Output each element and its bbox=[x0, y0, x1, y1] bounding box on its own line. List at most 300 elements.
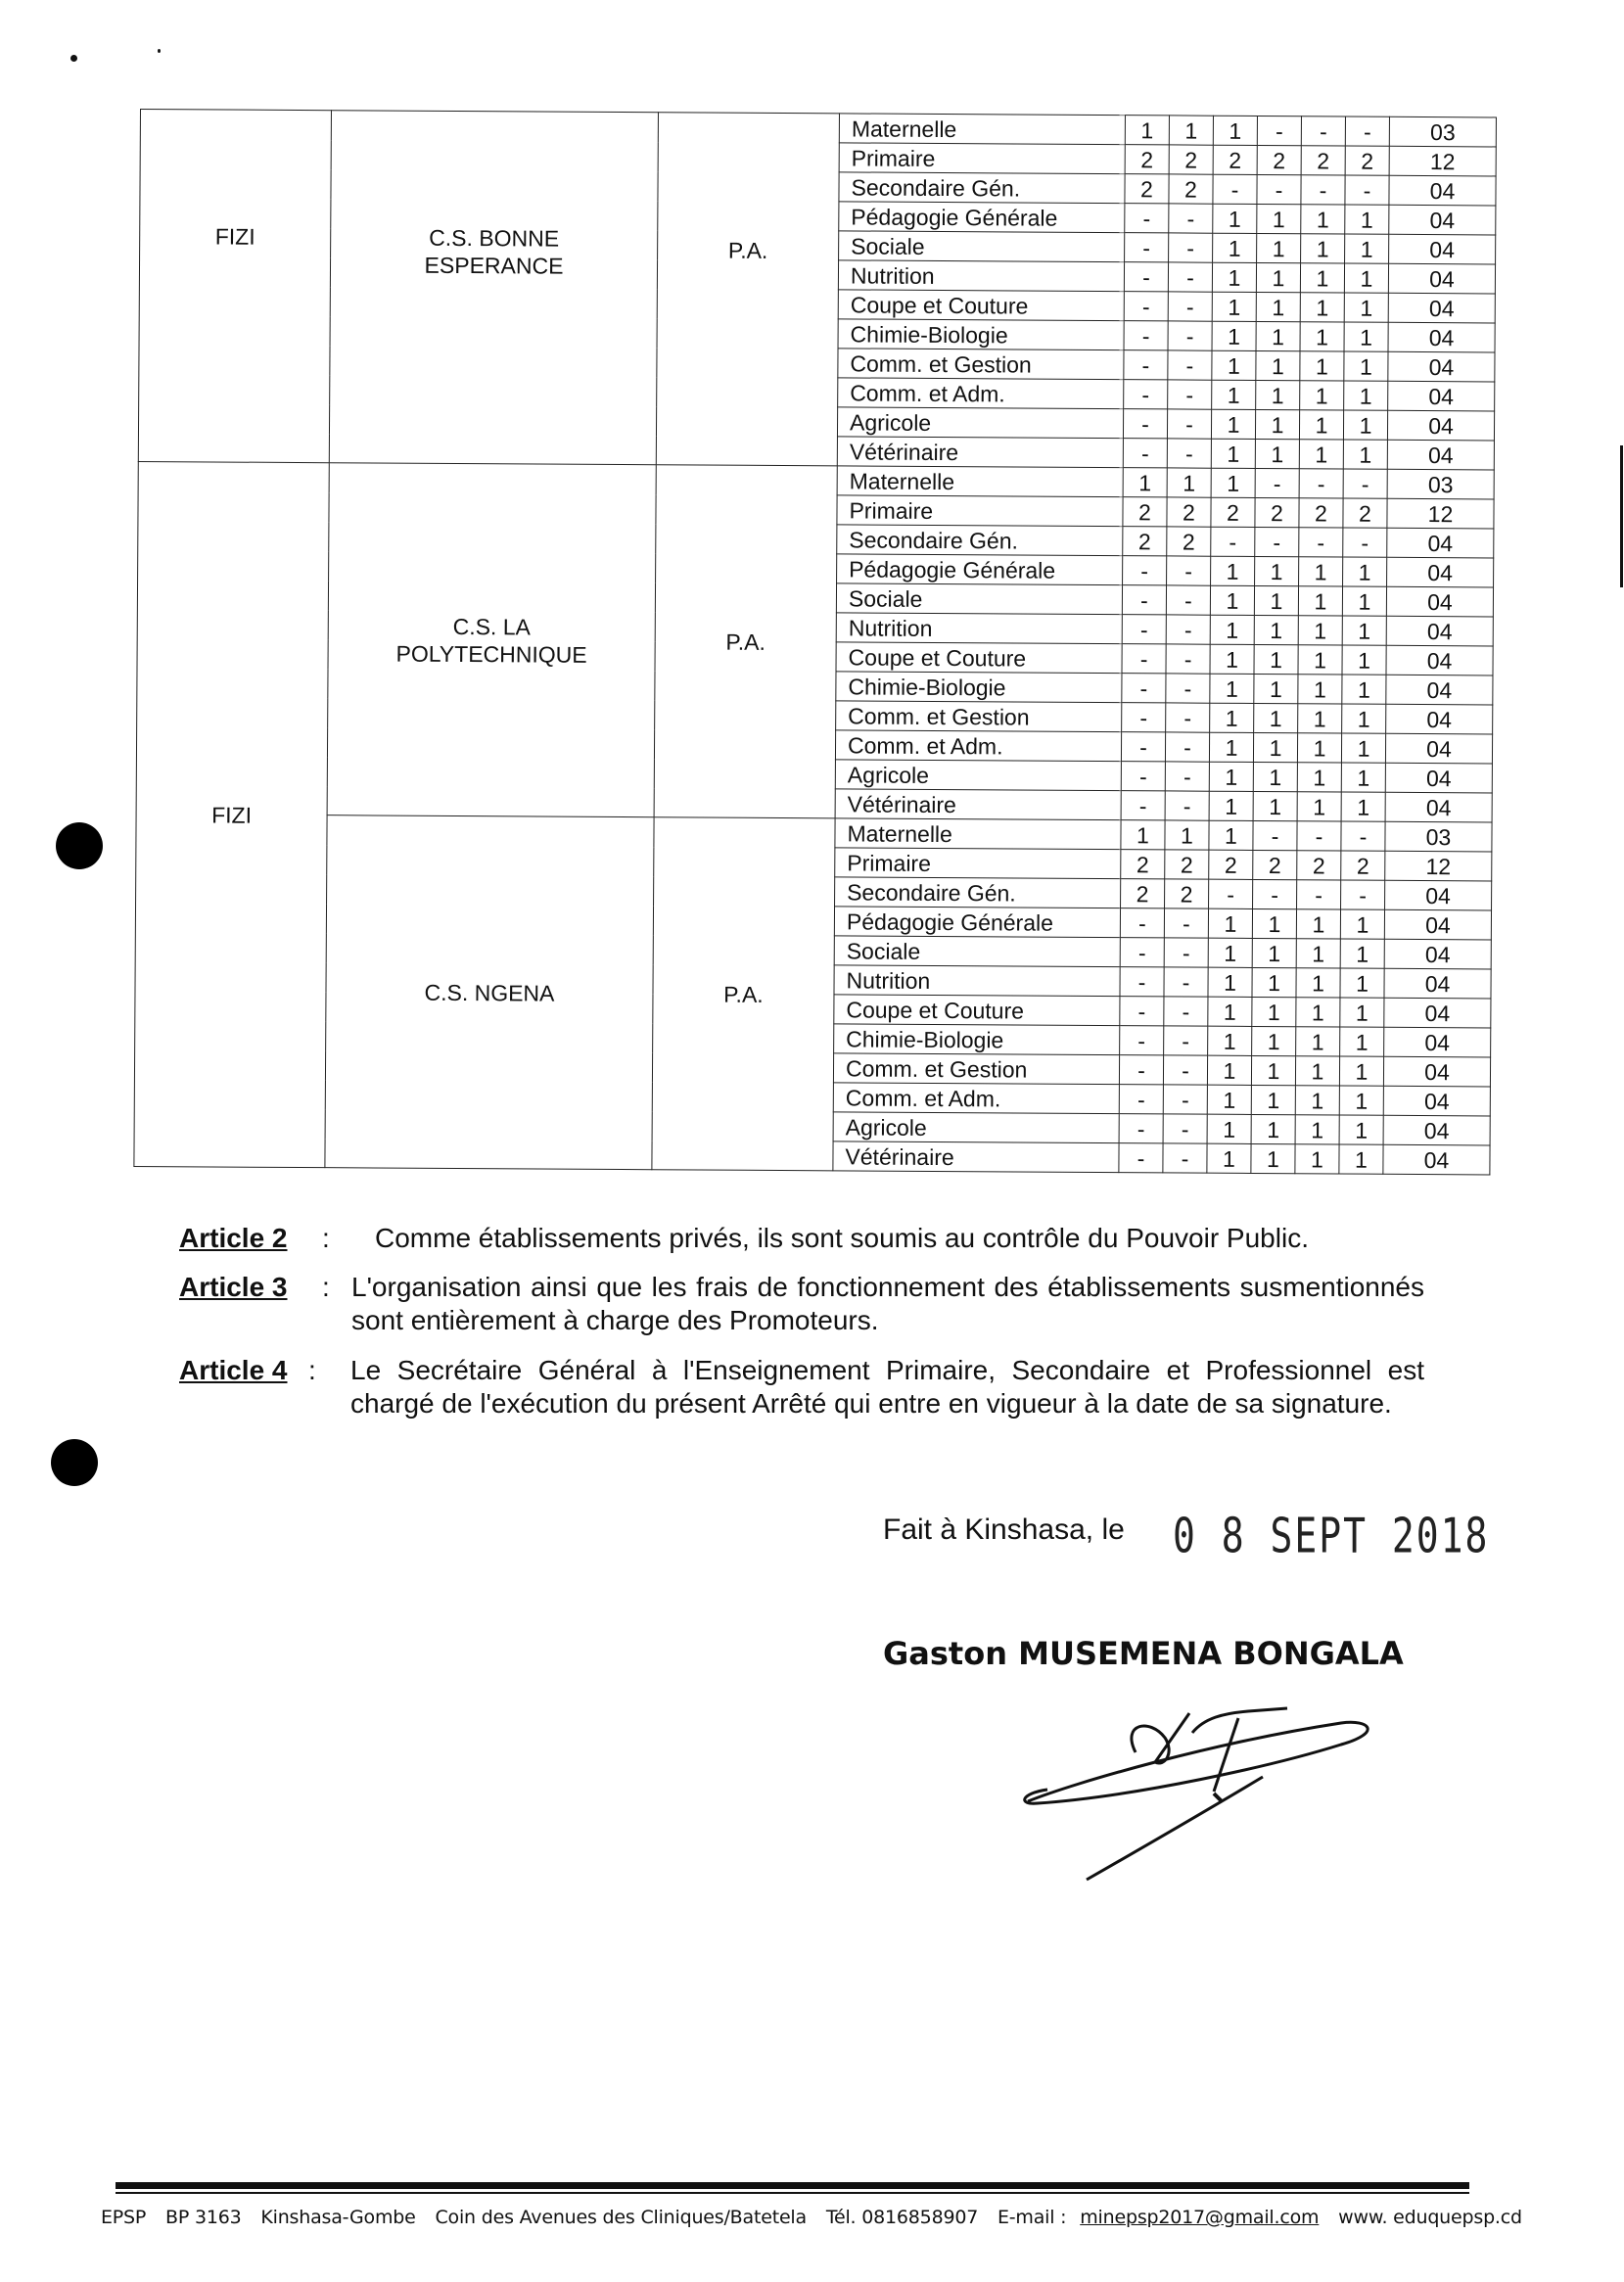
class-count-cell: 1 bbox=[1342, 645, 1386, 675]
class-count-cell: - bbox=[1163, 1114, 1207, 1143]
class-count-cell: 2 bbox=[1165, 879, 1209, 908]
class-count-cell: 2 bbox=[1297, 851, 1341, 880]
section-name-cell: Primaire bbox=[839, 143, 1125, 174]
class-count-cell: - bbox=[1165, 732, 1209, 762]
section-name-cell: Secondaire Gén. bbox=[837, 525, 1123, 556]
section-name-cell: Maternelle bbox=[839, 114, 1125, 145]
class-count-cell: 2 bbox=[1301, 146, 1345, 175]
class-count-cell: - bbox=[1120, 908, 1164, 938]
class-count-cell: 1 bbox=[1207, 1114, 1251, 1143]
class-count-cell: 2 bbox=[1211, 497, 1255, 527]
class-count-cell: - bbox=[1123, 409, 1167, 439]
article-text: Le Secrétaire Général à l'Enseignement Primaire, Secondaire et Professionnel est chargé de l'exécution du présent Arrêté qui entre en vigueur à la date de sa signature. bbox=[350, 1355, 1424, 1419]
class-count-cell: - bbox=[1122, 585, 1166, 615]
class-count-cell: 1 bbox=[1207, 1085, 1251, 1114]
class-count-cell: 1 bbox=[1296, 1027, 1340, 1056]
class-count-cell: - bbox=[1122, 674, 1166, 703]
class-count-cell: 1 bbox=[1340, 939, 1384, 968]
total-cell: 04 bbox=[1388, 381, 1495, 411]
total-cell: 04 bbox=[1384, 968, 1491, 999]
class-count-cell: 1 bbox=[1210, 644, 1254, 674]
class-count-cell: - bbox=[1163, 1085, 1207, 1114]
class-count-cell: 1 bbox=[1340, 909, 1384, 939]
school-name-cell bbox=[327, 463, 656, 817]
section-name-cell: Comm. et Gestion bbox=[836, 701, 1122, 732]
footer-tel: Tél. 0816858907 bbox=[825, 2207, 979, 2228]
class-count-cell: - bbox=[1168, 380, 1212, 409]
class-count-cell: 1 bbox=[1298, 645, 1342, 675]
class-count-cell: - bbox=[1166, 674, 1210, 703]
table-row bbox=[140, 110, 1496, 147]
class-count-cell: 1 bbox=[1212, 321, 1256, 350]
punch-hole bbox=[56, 822, 103, 869]
class-count-cell: - bbox=[1123, 556, 1167, 585]
handwritten-signature bbox=[1018, 1684, 1390, 1889]
class-count-cell: 1 bbox=[1253, 791, 1297, 820]
school-name-cell bbox=[325, 815, 654, 1170]
class-count-cell: 1 bbox=[1256, 262, 1300, 292]
class-count-cell: 1 bbox=[1212, 292, 1256, 321]
class-count-cell: 1 bbox=[1344, 381, 1388, 410]
class-count-cell: - bbox=[1124, 380, 1168, 409]
total-cell: 04 bbox=[1388, 351, 1495, 382]
class-count-cell: 1 bbox=[1208, 997, 1252, 1026]
class-count-cell: 1 bbox=[1340, 1027, 1384, 1056]
class-count-cell: 1 bbox=[1254, 585, 1298, 615]
total-cell: 04 bbox=[1384, 909, 1491, 940]
article-text: L'organisation ainsi que les frais de fonctionnement des établissements susmentionnés sont entièrement à charge des Promoteurs. bbox=[351, 1272, 1424, 1335]
class-count-cell: - bbox=[1119, 1114, 1163, 1143]
class-count-cell: - bbox=[1255, 468, 1299, 497]
class-count-cell: - bbox=[1166, 703, 1210, 732]
class-count-cell: 2 bbox=[1121, 850, 1165, 879]
class-count-cell: 1 bbox=[1211, 556, 1255, 585]
class-count-cell: 1 bbox=[1255, 409, 1299, 439]
class-count-cell: 1 bbox=[1209, 791, 1253, 820]
total-cell: 04 bbox=[1389, 205, 1496, 235]
schools-table-body bbox=[134, 110, 1497, 1175]
school-status-cell bbox=[654, 465, 837, 818]
footer-email-label: E-mail : bbox=[997, 2207, 1067, 2228]
class-count-cell: - bbox=[1301, 175, 1345, 205]
class-count-cell: - bbox=[1122, 615, 1166, 644]
class-count-cell: - bbox=[1119, 1085, 1163, 1114]
total-cell: 03 bbox=[1389, 116, 1496, 147]
date-stamp: 0 8 SEPT 2018 bbox=[1173, 1508, 1490, 1564]
section-name-cell: Nutrition bbox=[836, 613, 1122, 644]
total-cell: 04 bbox=[1383, 1056, 1490, 1087]
class-count-cell: 1 bbox=[1255, 439, 1299, 468]
class-count-cell: 1 bbox=[1251, 1114, 1295, 1143]
class-count-cell: 1 bbox=[1213, 233, 1257, 262]
total-cell: 04 bbox=[1385, 880, 1492, 910]
class-count-cell: 1 bbox=[1341, 763, 1385, 792]
class-count-cell: 1 bbox=[1300, 351, 1344, 381]
class-count-cell: 1 bbox=[1297, 733, 1341, 763]
total-cell: 04 bbox=[1385, 733, 1492, 764]
class-count-cell: - bbox=[1121, 791, 1165, 820]
class-count-cell: - bbox=[1257, 174, 1301, 204]
class-count-cell: 1 bbox=[1345, 234, 1389, 263]
class-count-cell: 1 bbox=[1344, 293, 1388, 322]
signer-name: Gaston MUSEMENA BONGALA bbox=[883, 1635, 1404, 1672]
section-name-cell: Agricole bbox=[833, 1112, 1119, 1143]
class-count-cell: 1 bbox=[1252, 997, 1296, 1026]
class-count-cell: 1 bbox=[1296, 939, 1340, 968]
class-count-cell: 2 bbox=[1125, 174, 1169, 204]
school-name-line: ESPERANCE bbox=[424, 252, 564, 279]
footer-bp: BP 3163 bbox=[165, 2207, 242, 2228]
class-count-cell: - bbox=[1165, 762, 1209, 791]
class-count-cell: 1 bbox=[1253, 762, 1297, 791]
class-count-cell: 1 bbox=[1343, 410, 1387, 440]
class-count-cell: 1 bbox=[1208, 1026, 1252, 1055]
class-count-cell: 1 bbox=[1208, 938, 1252, 967]
section-name-cell: Sociale bbox=[834, 936, 1120, 967]
section-name-cell: Chimie-Biologie bbox=[836, 672, 1122, 703]
class-count-cell: 1 bbox=[1345, 205, 1389, 234]
schools-table bbox=[133, 109, 1497, 1175]
total-cell: 04 bbox=[1387, 440, 1494, 470]
class-count-cell: 1 bbox=[1298, 586, 1342, 616]
class-count-cell: 1 bbox=[1295, 1056, 1339, 1086]
section-name-cell: Comm. et Adm. bbox=[835, 730, 1121, 762]
class-count-cell: 1 bbox=[1123, 468, 1167, 497]
class-count-cell: 1 bbox=[1300, 381, 1344, 410]
section-name-cell: Maternelle bbox=[835, 818, 1121, 850]
class-count-cell: - bbox=[1169, 204, 1213, 233]
article-label: Article 4 bbox=[179, 1355, 288, 1385]
section-name-cell: Vétérinaire bbox=[837, 437, 1123, 468]
class-count-cell: 1 bbox=[1341, 733, 1385, 763]
section-name-cell: Coupe et Couture bbox=[834, 995, 1120, 1026]
class-count-cell: 2 bbox=[1125, 145, 1169, 174]
total-cell: 04 bbox=[1386, 586, 1493, 617]
school-name-line: C.S. LA bbox=[452, 613, 531, 639]
article-colon: : bbox=[322, 1223, 330, 1253]
footer-email-link[interactable]: minepsp2017@gmail.com bbox=[1080, 2207, 1320, 2228]
class-count-cell: 1 bbox=[1301, 234, 1345, 263]
class-count-cell: 1 bbox=[1342, 586, 1386, 616]
footer-city: Kinshasa-Gombe bbox=[260, 2207, 416, 2228]
total-cell: 04 bbox=[1386, 675, 1493, 705]
class-count-cell: 2 bbox=[1123, 527, 1167, 556]
class-count-cell: 1 bbox=[1209, 762, 1253, 791]
scan-edge-mark bbox=[1620, 445, 1623, 587]
class-count-cell: 1 bbox=[1257, 233, 1301, 262]
class-count-cell: - bbox=[1164, 967, 1208, 997]
class-count-cell: 1 bbox=[1252, 967, 1296, 997]
class-count-cell: - bbox=[1343, 469, 1387, 498]
section-name-cell: Sociale bbox=[836, 583, 1122, 615]
class-count-cell: 2 bbox=[1123, 497, 1167, 527]
class-count-cell: 1 bbox=[1253, 732, 1297, 762]
total-cell: 04 bbox=[1386, 704, 1493, 734]
class-count-cell: - bbox=[1120, 938, 1164, 967]
class-count-cell: - bbox=[1166, 644, 1210, 674]
class-count-cell: - bbox=[1164, 997, 1208, 1026]
class-count-cell: - bbox=[1301, 116, 1345, 146]
class-count-cell: 1 bbox=[1165, 820, 1209, 850]
total-cell: 04 bbox=[1388, 293, 1495, 323]
total-cell: 12 bbox=[1389, 146, 1496, 176]
section-name-cell: Chimie-Biologie bbox=[834, 1024, 1120, 1055]
class-count-cell: 1 bbox=[1256, 380, 1300, 409]
class-count-cell: 1 bbox=[1341, 792, 1385, 821]
class-count-cell: 1 bbox=[1297, 763, 1341, 792]
class-count-cell: 1 bbox=[1344, 322, 1388, 351]
class-count-cell: 1 bbox=[1251, 1143, 1295, 1173]
class-count-cell: - bbox=[1166, 585, 1210, 615]
footer-rule bbox=[116, 2182, 1469, 2189]
school-name-line: POLYTECHNIQUE bbox=[395, 640, 587, 668]
zone-cell bbox=[138, 110, 331, 463]
class-count-cell: - bbox=[1168, 321, 1212, 350]
class-count-cell: 1 bbox=[1295, 1086, 1339, 1115]
class-count-cell: - bbox=[1169, 233, 1213, 262]
class-count-cell: 1 bbox=[1296, 909, 1340, 939]
class-count-cell: - bbox=[1121, 762, 1165, 791]
class-count-cell: - bbox=[1168, 292, 1212, 321]
section-name-cell: Vétérinaire bbox=[835, 789, 1121, 820]
zone-name: FIZI bbox=[211, 801, 253, 828]
scan-speck bbox=[158, 49, 161, 53]
class-count-cell: 1 bbox=[1299, 440, 1343, 469]
class-count-cell: 1 bbox=[1296, 968, 1340, 998]
section-name-cell: Pédagogie Générale bbox=[837, 554, 1123, 585]
class-count-cell: - bbox=[1211, 527, 1255, 556]
class-count-cell: - bbox=[1167, 409, 1211, 439]
total-cell: 04 bbox=[1384, 998, 1491, 1028]
class-count-cell: 1 bbox=[1212, 262, 1256, 292]
class-count-cell: 1 bbox=[1339, 1144, 1383, 1174]
class-count-cell: 1 bbox=[1296, 998, 1340, 1027]
class-count-cell: - bbox=[1122, 703, 1166, 732]
section-name-cell: Agricole bbox=[837, 407, 1123, 439]
zone-name: FIZI bbox=[214, 223, 255, 250]
class-count-cell: 2 bbox=[1341, 851, 1385, 880]
class-count-cell: 1 bbox=[1207, 1055, 1251, 1085]
zone-cell bbox=[134, 461, 329, 1167]
class-count-cell: 1 bbox=[1210, 585, 1254, 615]
total-cell: 04 bbox=[1386, 645, 1493, 675]
total-cell: 04 bbox=[1383, 1086, 1490, 1116]
footer-org: EPSP bbox=[101, 2207, 147, 2228]
article-label: Article 2 bbox=[179, 1223, 288, 1253]
class-count-cell: - bbox=[1119, 1143, 1163, 1173]
class-count-cell: - bbox=[1341, 880, 1385, 909]
class-count-cell: - bbox=[1255, 527, 1299, 556]
total-cell: 12 bbox=[1385, 851, 1492, 881]
class-count-cell: 1 bbox=[1342, 616, 1386, 645]
school-name-cell bbox=[329, 111, 658, 465]
class-count-cell: - bbox=[1124, 350, 1168, 380]
class-count-cell: 2 bbox=[1345, 146, 1389, 175]
footer bbox=[101, 2207, 1522, 2228]
class-count-cell: 2 bbox=[1343, 498, 1387, 528]
class-count-cell: - bbox=[1163, 1055, 1207, 1085]
class-count-cell: 1 bbox=[1301, 205, 1345, 234]
class-count-cell: 1 bbox=[1212, 380, 1256, 409]
article-text: Comme établissements privés, ils sont soumis au contrôle du Pouvoir Public. bbox=[375, 1223, 1309, 1253]
class-count-cell: 1 bbox=[1342, 675, 1386, 704]
class-count-cell: - bbox=[1164, 1026, 1208, 1055]
class-count-cell: - bbox=[1120, 967, 1164, 997]
total-cell: 04 bbox=[1384, 1027, 1491, 1057]
class-count-cell: 1 bbox=[1252, 908, 1296, 938]
total-cell: 04 bbox=[1385, 792, 1492, 822]
class-count-cell: 1 bbox=[1167, 468, 1211, 497]
class-count-cell: 1 bbox=[1299, 557, 1343, 586]
article-4 bbox=[179, 1354, 1424, 1462]
class-count-cell: 1 bbox=[1121, 820, 1165, 850]
section-name-cell: Maternelle bbox=[837, 466, 1123, 497]
school-status-cell bbox=[656, 113, 839, 466]
class-count-cell: 2 bbox=[1257, 145, 1301, 174]
total-cell: 03 bbox=[1385, 821, 1492, 852]
class-count-cell: - bbox=[1165, 791, 1209, 820]
class-count-cell: 2 bbox=[1169, 145, 1213, 174]
class-count-cell: - bbox=[1124, 262, 1168, 292]
class-count-cell: - bbox=[1123, 439, 1167, 468]
class-count-cell: 1 bbox=[1125, 116, 1169, 145]
class-count-cell: - bbox=[1163, 1143, 1207, 1173]
class-count-cell: 2 bbox=[1167, 497, 1211, 527]
section-name-cell: Chimie-Biologie bbox=[838, 319, 1124, 350]
class-count-cell: - bbox=[1124, 292, 1168, 321]
class-count-cell: - bbox=[1164, 938, 1208, 967]
class-count-cell: - bbox=[1213, 174, 1257, 204]
class-count-cell: - bbox=[1345, 116, 1389, 146]
section-name-cell: Secondaire Gén. bbox=[839, 172, 1125, 204]
class-count-cell: 1 bbox=[1343, 557, 1387, 586]
class-count-cell: 1 bbox=[1295, 1144, 1339, 1174]
section-name-cell: Coupe et Couture bbox=[836, 642, 1122, 674]
class-count-cell: 1 bbox=[1210, 615, 1254, 644]
class-count-cell: - bbox=[1209, 879, 1253, 908]
class-count-cell: 1 bbox=[1300, 263, 1344, 293]
class-count-cell: 2 bbox=[1165, 850, 1209, 879]
class-count-cell: 2 bbox=[1253, 850, 1297, 879]
class-count-cell: 2 bbox=[1169, 174, 1213, 204]
class-count-cell: 1 bbox=[1211, 409, 1255, 439]
article-colon: : bbox=[308, 1355, 316, 1385]
class-count-cell: 1 bbox=[1298, 675, 1342, 704]
total-cell: 04 bbox=[1387, 410, 1494, 441]
total-cell: 04 bbox=[1389, 175, 1496, 206]
total-cell: 03 bbox=[1387, 469, 1494, 499]
class-count-cell: 1 bbox=[1298, 704, 1342, 733]
total-cell: 04 bbox=[1383, 1144, 1490, 1175]
class-count-cell: 2 bbox=[1299, 498, 1343, 528]
class-count-cell: 1 bbox=[1339, 1115, 1383, 1144]
class-count-cell: 2 bbox=[1213, 145, 1257, 174]
section-name-cell: Vétérinaire bbox=[833, 1141, 1119, 1173]
class-count-cell: 1 bbox=[1297, 792, 1341, 821]
section-name-cell: Coupe et Couture bbox=[838, 290, 1124, 321]
class-count-cell: - bbox=[1343, 528, 1387, 557]
section-name-cell: Nutrition bbox=[834, 965, 1120, 997]
section-name-cell: Primaire bbox=[835, 848, 1121, 879]
class-count-cell: - bbox=[1299, 469, 1343, 498]
class-count-cell: 1 bbox=[1254, 644, 1298, 674]
class-count-cell: 1 bbox=[1340, 998, 1384, 1027]
class-count-cell: 1 bbox=[1339, 1086, 1383, 1115]
class-count-cell: 2 bbox=[1167, 527, 1211, 556]
school-status: P.A. bbox=[727, 237, 768, 263]
class-count-cell: 1 bbox=[1254, 674, 1298, 703]
class-count-cell: 1 bbox=[1343, 440, 1387, 469]
signing-place: Fait à Kinshasa, le bbox=[883, 1514, 1125, 1546]
section-name-cell: Secondaire Gén. bbox=[835, 877, 1121, 908]
article-colon: : bbox=[322, 1272, 330, 1302]
class-count-cell: - bbox=[1168, 262, 1212, 292]
class-count-cell: 2 bbox=[1255, 497, 1299, 527]
footer-website-link[interactable]: www. eduquepsp.cd bbox=[1338, 2207, 1522, 2228]
class-count-cell: 1 bbox=[1211, 439, 1255, 468]
class-count-cell: - bbox=[1167, 556, 1211, 585]
section-name-cell: Sociale bbox=[839, 231, 1125, 262]
school-name-line: C.S. BONNE bbox=[429, 224, 560, 252]
total-cell: 04 bbox=[1386, 616, 1493, 646]
class-count-cell: 1 bbox=[1251, 1085, 1295, 1114]
class-count-cell: - bbox=[1297, 880, 1341, 909]
class-count-cell: 1 bbox=[1252, 938, 1296, 967]
section-name-cell: Comm. et Gestion bbox=[833, 1053, 1119, 1085]
total-cell: 04 bbox=[1387, 528, 1494, 558]
punch-hole bbox=[51, 1439, 98, 1486]
class-count-cell: 1 bbox=[1300, 322, 1344, 351]
class-count-cell: 1 bbox=[1299, 410, 1343, 440]
class-count-cell: - bbox=[1168, 350, 1212, 380]
class-count-cell: 1 bbox=[1256, 350, 1300, 380]
class-count-cell: 1 bbox=[1295, 1115, 1339, 1144]
school-status: P.A. bbox=[723, 981, 764, 1007]
class-count-cell: 1 bbox=[1255, 556, 1299, 585]
total-cell: 04 bbox=[1387, 557, 1494, 587]
class-count-cell: 1 bbox=[1300, 293, 1344, 322]
total-cell: 04 bbox=[1383, 1115, 1490, 1145]
class-count-cell: 1 bbox=[1254, 703, 1298, 732]
school-status-cell bbox=[652, 817, 835, 1171]
footer-rule-thin bbox=[116, 2192, 1469, 2194]
total-cell: 04 bbox=[1388, 263, 1495, 294]
class-count-cell: 1 bbox=[1252, 1026, 1296, 1055]
class-count-cell: 2 bbox=[1209, 850, 1253, 879]
class-count-cell: - bbox=[1164, 908, 1208, 938]
class-count-cell: - bbox=[1341, 821, 1385, 851]
total-cell: 04 bbox=[1388, 322, 1495, 352]
class-count-cell: - bbox=[1125, 233, 1169, 262]
section-name-cell: Comm. et Gestion bbox=[838, 349, 1124, 380]
class-count-cell: 1 bbox=[1207, 1143, 1251, 1173]
class-count-cell: - bbox=[1253, 879, 1297, 908]
class-count-cell: - bbox=[1299, 528, 1343, 557]
class-count-cell: 1 bbox=[1256, 292, 1300, 321]
class-count-cell: 1 bbox=[1212, 350, 1256, 380]
total-cell: 12 bbox=[1387, 498, 1494, 529]
class-count-cell: - bbox=[1119, 1055, 1163, 1085]
class-count-cell: - bbox=[1125, 204, 1169, 233]
class-count-cell: - bbox=[1345, 175, 1389, 205]
class-count-cell: - bbox=[1167, 439, 1211, 468]
class-count-cell: 1 bbox=[1208, 908, 1252, 938]
class-count-cell: 1 bbox=[1298, 616, 1342, 645]
class-count-cell: 1 bbox=[1256, 321, 1300, 350]
class-count-cell: 1 bbox=[1342, 704, 1386, 733]
class-count-cell: - bbox=[1121, 732, 1165, 762]
school-name-line: C.S. NGENA bbox=[424, 979, 555, 1006]
